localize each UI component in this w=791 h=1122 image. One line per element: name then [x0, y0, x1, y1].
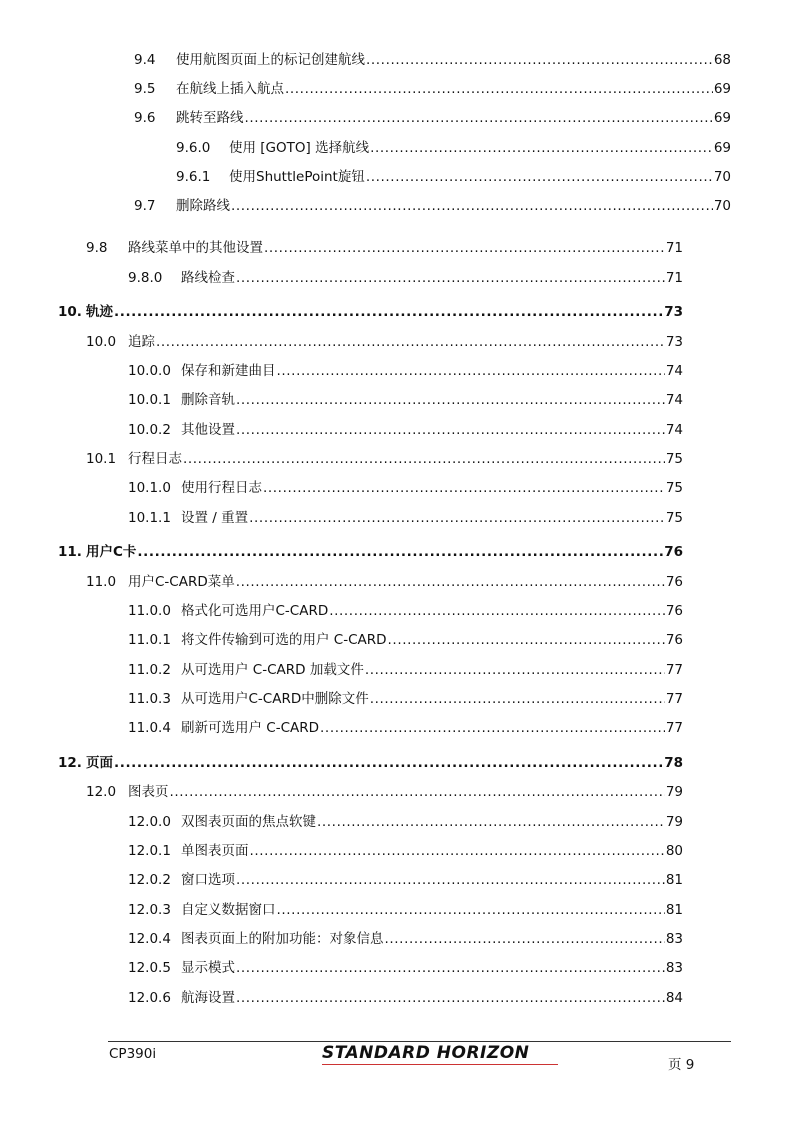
- entry-title: 从可选用户C-CARD中删除文件: [181, 691, 369, 707]
- entry-title: 窗口选项: [181, 872, 235, 888]
- toc-entry[interactable]: [128, 812, 683, 832]
- dot-leader: [170, 782, 665, 802]
- dot-leader: [156, 332, 665, 352]
- entry-page: 74: [665, 363, 683, 379]
- dot-leader: [320, 718, 665, 738]
- dot-leader: [263, 478, 665, 498]
- entry-number: 9.7: [134, 198, 156, 214]
- dot-leader: [250, 841, 665, 861]
- entry-title: 刷新可选用户 C-CARD: [181, 720, 320, 736]
- entry-number: 11.0: [86, 574, 117, 590]
- entry-page: 83: [665, 960, 683, 976]
- entry-number: 12.0.2: [128, 872, 171, 888]
- entry-page: 70: [713, 198, 731, 214]
- entry-page: 77: [665, 720, 683, 736]
- entry-page: 71: [665, 270, 683, 286]
- toc-entry[interactable]: [128, 660, 683, 680]
- entry-title: 使用 [GOTO] 选择航线: [229, 140, 370, 156]
- entry-number: 12.0.6: [128, 990, 171, 1006]
- entry-title: 删除路线: [176, 198, 230, 214]
- entry-number: 10.0.1: [128, 392, 171, 408]
- entry-page: 74: [665, 392, 683, 408]
- entry-number: 10.0.0: [128, 363, 171, 379]
- toc-entry[interactable]: [128, 929, 683, 949]
- toc-entry[interactable]: [134, 196, 731, 216]
- toc-entry[interactable]: [86, 572, 683, 592]
- entry-page: 79: [665, 814, 683, 830]
- entry-number: 10.0.2: [128, 422, 171, 438]
- toc-entry[interactable]: [128, 900, 683, 920]
- toc-entry[interactable]: [128, 390, 683, 410]
- entry-page: 75: [665, 480, 683, 496]
- toc-entry[interactable]: [128, 689, 683, 709]
- toc-entry[interactable]: [128, 630, 683, 650]
- entry-page: 77: [665, 662, 683, 678]
- entry-title: 显示模式: [181, 960, 235, 976]
- entry-number: 11.0.3: [128, 691, 171, 707]
- footer-model: CP390i: [109, 1046, 157, 1062]
- entry-title: 轨迹: [86, 304, 113, 320]
- entry-number: 12.: [58, 755, 82, 771]
- dot-leader: [236, 390, 665, 410]
- dot-leader: [249, 508, 665, 528]
- brand-logo: STANDARD HORIZON: [322, 1043, 530, 1063]
- toc-entry[interactable]: [128, 958, 683, 978]
- toc-chapter-entry[interactable]: [58, 302, 683, 322]
- toc-chapter-entry[interactable]: [58, 753, 683, 773]
- entry-title: 用户C卡: [86, 544, 137, 560]
- entry-title: 追踪: [128, 334, 155, 350]
- entry-title: 保存和新建曲目: [181, 363, 276, 379]
- entry-page: 68: [713, 52, 731, 68]
- dot-leader: [385, 929, 665, 949]
- entry-number: 10.0: [86, 334, 117, 350]
- toc-entry[interactable]: [176, 138, 731, 158]
- entry-title: 删除音轨: [181, 392, 235, 408]
- dot-leader: [388, 630, 665, 650]
- entry-title: 使用行程日志: [181, 480, 262, 496]
- dot-leader: [236, 958, 665, 978]
- entry-number: 10.: [58, 304, 82, 320]
- toc-entry[interactable]: [86, 782, 683, 802]
- entry-number: 9.4: [134, 52, 156, 68]
- entry-title: 图表页面上的附加功能：对象信息: [181, 931, 384, 947]
- entry-page: 76: [665, 603, 683, 619]
- dot-leader: [277, 361, 665, 381]
- entry-title: 航海设置: [181, 990, 235, 1006]
- entry-page: 73: [665, 334, 683, 350]
- dot-leader: [137, 542, 663, 562]
- entry-number: 12.0.1: [128, 843, 171, 859]
- entry-title: 设置 / 重置: [181, 510, 249, 526]
- dot-leader: [236, 268, 665, 288]
- entry-page: 83: [665, 931, 683, 947]
- entry-number: 9.6.1: [176, 169, 211, 185]
- dot-leader: [370, 138, 713, 158]
- toc-chapter-entry[interactable]: [58, 542, 683, 562]
- entry-number: 9.5: [134, 81, 156, 97]
- entry-number: 11.0.2: [128, 662, 171, 678]
- entry-number: 10.1.0: [128, 480, 171, 496]
- dot-leader: [365, 660, 665, 680]
- toc-entry[interactable]: [128, 718, 683, 738]
- entry-page: 70: [713, 169, 731, 185]
- dot-leader: [277, 900, 665, 920]
- entry-title: 双图表页面的焦点软键: [181, 814, 316, 830]
- entry-page: 79: [665, 784, 683, 800]
- entry-page: 81: [665, 902, 683, 918]
- entry-title: 单图表页面: [181, 843, 249, 859]
- footer-divider: [108, 1041, 731, 1042]
- dot-leader: [366, 167, 713, 187]
- entry-number: 12.0: [86, 784, 117, 800]
- toc-entry[interactable]: [128, 420, 683, 440]
- dot-leader: [231, 196, 713, 216]
- entry-number: 10.1.1: [128, 510, 171, 526]
- entry-title: 将文件传输到可选的用户 C-CARD: [181, 632, 387, 648]
- entry-title: 其他设置: [181, 422, 235, 438]
- toc-entry[interactable]: [128, 478, 683, 498]
- entry-number: 12.0.3: [128, 902, 171, 918]
- entry-number: 9.6.0: [176, 140, 211, 156]
- dot-leader: [264, 238, 665, 258]
- entry-page: 69: [713, 110, 731, 126]
- toc-entry[interactable]: [134, 50, 731, 70]
- entry-number: 12.0.0: [128, 814, 171, 830]
- toc-entry[interactable]: [86, 449, 683, 469]
- entry-title: 路线检查: [181, 270, 235, 286]
- entry-page: 76: [665, 574, 683, 590]
- dot-leader: [329, 601, 665, 621]
- brand-underline: [322, 1064, 558, 1065]
- entry-page: 84: [665, 990, 683, 1006]
- entry-number: 11.0.0: [128, 603, 171, 619]
- entry-number: 11.0.4: [128, 720, 171, 736]
- dot-leader: [183, 449, 665, 469]
- toc-entry[interactable]: [128, 601, 683, 621]
- entry-title: 从可选用户 C-CARD 加载文件: [181, 662, 364, 678]
- entry-number: 9.8.0: [128, 270, 163, 286]
- dot-leader: [370, 689, 665, 709]
- dot-leader: [245, 108, 713, 128]
- entry-number: 12.0.4: [128, 931, 171, 947]
- dot-leader: [317, 812, 665, 832]
- toc-entry[interactable]: [128, 841, 683, 861]
- toc-entry[interactable]: [86, 332, 683, 352]
- footer-page-number: 页 9: [668, 1057, 695, 1073]
- entry-number: 11.0.1: [128, 632, 171, 648]
- entry-title: 页面: [86, 755, 113, 771]
- toc-entry[interactable]: [128, 268, 683, 288]
- toc-entry[interactable]: [86, 238, 683, 258]
- entry-title: 跳转至路线: [176, 110, 244, 126]
- entry-title: 自定义数据窗口: [181, 902, 276, 918]
- dot-leader: [114, 302, 663, 322]
- entry-number: 12.0.5: [128, 960, 171, 976]
- entry-number: 9.8: [86, 240, 108, 256]
- entry-number: 10.1: [86, 451, 117, 467]
- entry-page: 71: [665, 240, 683, 256]
- entry-page: 74: [665, 422, 683, 438]
- toc-entry[interactable]: [128, 870, 683, 890]
- entry-title: 行程日志: [128, 451, 182, 467]
- entry-page: 78: [664, 755, 683, 771]
- dot-leader: [114, 753, 663, 773]
- toc-entry[interactable]: [128, 988, 683, 1008]
- entry-page: 75: [665, 510, 683, 526]
- toc-entry[interactable]: [176, 167, 731, 187]
- toc-entry[interactable]: [134, 108, 731, 128]
- entry-title: 使用航图页面上的标记创建航线: [176, 52, 365, 68]
- entry-title: 在航线上插入航点: [176, 81, 284, 97]
- entry-page: 81: [665, 872, 683, 888]
- dot-leader: [236, 572, 665, 592]
- dot-leader: [366, 50, 713, 70]
- entry-page: 69: [713, 81, 731, 97]
- dot-leader: [236, 420, 665, 440]
- entry-title: 使用ShuttlePoint旋钮: [229, 169, 365, 185]
- entry-page: 77: [665, 691, 683, 707]
- entry-title: 图表页: [128, 784, 169, 800]
- toc-entry[interactable]: [134, 79, 731, 99]
- entry-title: 路线菜单中的其他设置: [128, 240, 263, 256]
- entry-page: 76: [664, 544, 683, 560]
- entry-page: 80: [665, 843, 683, 859]
- entry-page: 75: [665, 451, 683, 467]
- entry-page: 69: [713, 140, 731, 156]
- toc-entry[interactable]: [128, 508, 683, 528]
- entry-number: 9.6: [134, 110, 156, 126]
- entry-title: 用户C-CARD菜单: [128, 574, 235, 590]
- entry-page: 73: [664, 304, 683, 320]
- dot-leader: [285, 79, 713, 99]
- toc-entry[interactable]: [128, 361, 683, 381]
- entry-title: 格式化可选用户C-CARD: [181, 603, 329, 619]
- entry-number: 11.: [58, 544, 82, 560]
- entry-page: 76: [665, 632, 683, 648]
- dot-leader: [236, 870, 665, 890]
- dot-leader: [236, 988, 665, 1008]
